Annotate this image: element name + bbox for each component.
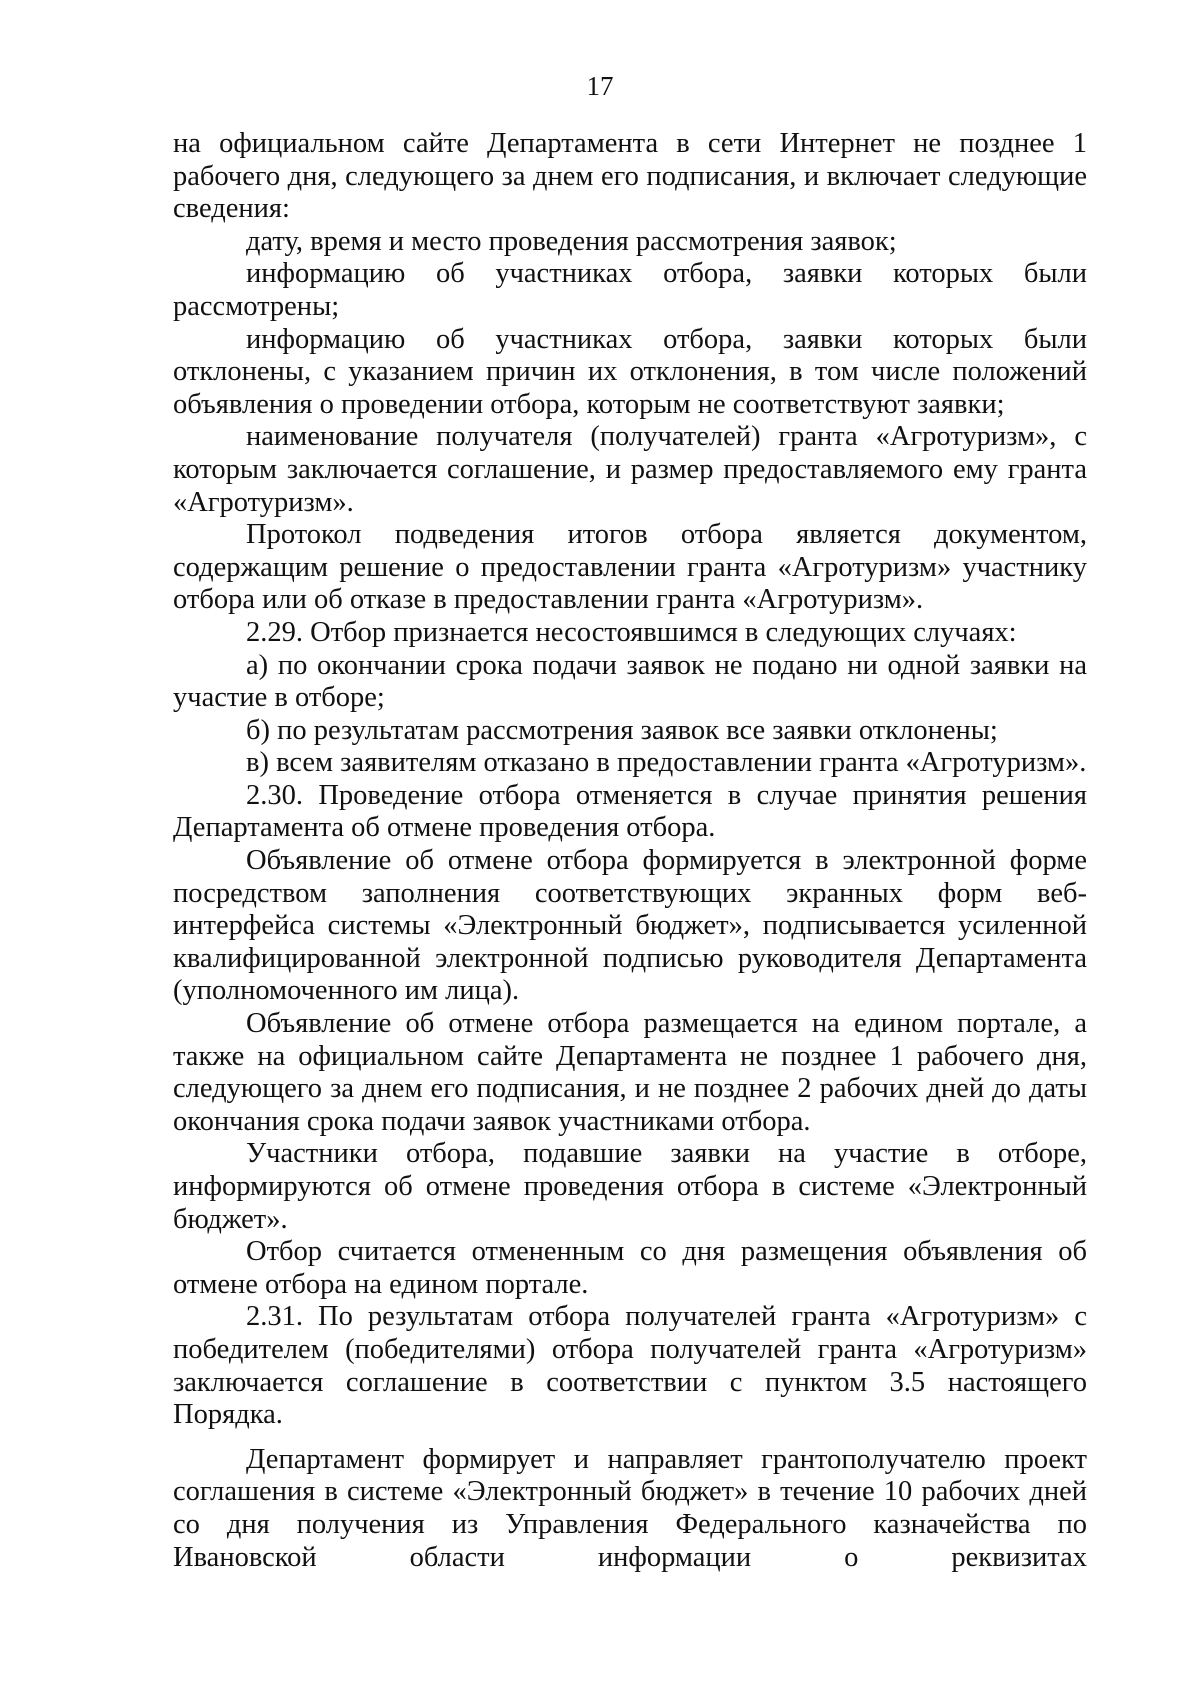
paragraph-list-item: б) по результатам рассмотрения заявок все заявки отклонены; bbox=[246, 714, 998, 746]
paragraph: Объявление об отмене отбора формируется в электронной форме посредством заполнения соответствующих экранных форм веб-интерфейса системы «Электронный бюджет», подписывается усиленной квалифицированной электронной подписью руководителя Департамента (уполномоченного им лица). bbox=[173, 845, 1087, 1007]
paragraph-clause-2-29: 2.29. Отбор признается несостоявшимся в следующих случаях: bbox=[246, 616, 1017, 648]
paragraph: Протокол подведения итогов отбора является документом, содержащим решение о предоставлении гранта «Агротуризм» участнику отбора или об отказе в предоставлении гранта «Агротуризм». bbox=[173, 519, 1087, 616]
paragraph-clause-2-30: 2.30. Проведение отбора отменяется в случае принятия решения Департамента об отмене проведения отбора. bbox=[173, 779, 1087, 844]
paragraph-list-item: дату, время и место проведения рассмотрения заявок; bbox=[246, 225, 897, 257]
paragraph-list-item: наименование получателя (получателей) гранта «Агротуризм», с которым заключается соглашение, и размер предоставляемого ему гранта «Агротуризм». bbox=[173, 421, 1087, 518]
paragraph: Отбор считается отмененным со дня размещения объявления об отмене отбора на едином портале. bbox=[173, 1236, 1087, 1300]
document-body bbox=[173, 128, 1087, 1574]
page-number: 17 bbox=[586, 71, 614, 101]
paragraph-list-item: информацию об участниках отбора, заявки которых были отклонены, с указанием причин их отклонения, в том числе положений объявления о проведении отбора, которым не соответствуют заявки; bbox=[173, 323, 1087, 420]
paragraph-continuation: на официальном сайте Департамента в сети Интернет не позднее 1 рабочего дня, следующего за днем его подписания, и включает следующие сведения: bbox=[173, 128, 1087, 225]
paragraph: Участники отбора, подавшие заявки на участие в отборе, информируются об отмене проведения отбора в системе «Электронный бюджет». bbox=[173, 1138, 1087, 1235]
paragraph: Департамент формирует и направляет грантополучателю проект соглашения в системе «Электронный бюджет» в течение 10 рабочих дней со дня получения из Управления Федерального казначейства по Ивановской области информации о реквизитах bbox=[173, 1443, 1087, 1573]
paragraph-list-item: а) по окончании срока подачи заявок не подано ни одной заявки на участие в отборе; bbox=[173, 649, 1087, 714]
paragraph-list-item: информацию об участниках отбора, заявки которых были рассмотрены; bbox=[173, 258, 1087, 322]
paragraph-clause-2-31: 2.31. По результатам отбора получателей гранта «Агротуризм» с победителем (победителями) отбора получателей гранта «Агротуризм» заключается соглашение в соответствии с пунктом 3.5 настоящего Порядка. bbox=[173, 1301, 1087, 1431]
paragraph: Объявление об отмене отбора размещается на едином портале, а также на официальном сайте Департамента не позднее 1 рабочего дня, следующего за днем его подписания, и не позднее 2 рабочих дней до даты окончания срока подачи заявок участниками отбора. bbox=[173, 1008, 1087, 1137]
paragraph-list-item: в) всем заявителям отказано в предоставлении гранта «Агротуризм». bbox=[246, 747, 1087, 779]
